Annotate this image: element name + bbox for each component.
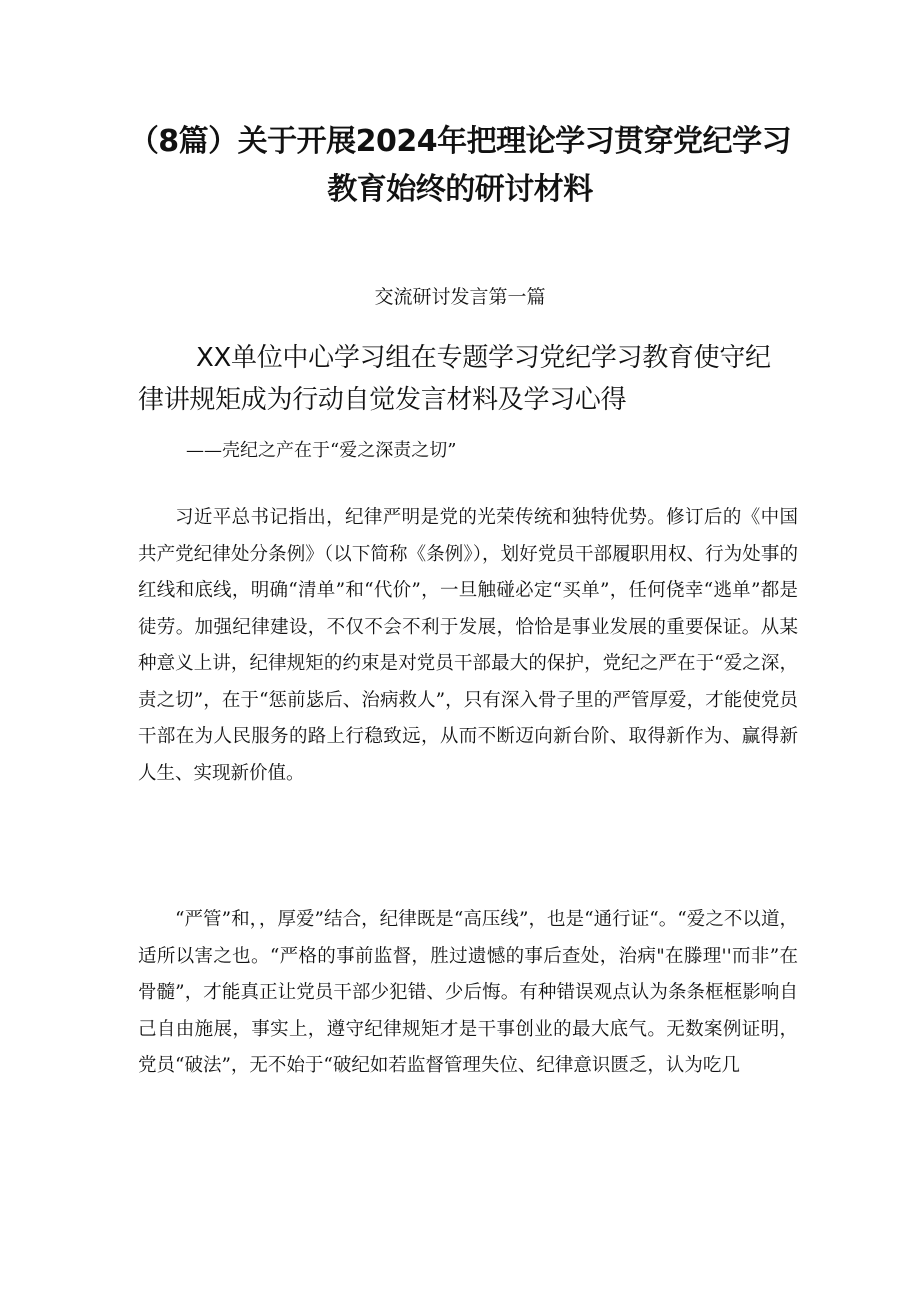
subtitle-line-2: 律讲规矩成为行动自觉发言材料及学习心得 <box>138 385 627 415</box>
document-title-line-2: 教育始终的研讨材料 <box>327 172 593 207</box>
document-title-line-1: （8篇）关于开展2024年把理论学习贯穿党纪学习 <box>128 124 792 159</box>
section-heading: 交流研讨发言第一篇 <box>374 286 546 308</box>
body-paragraph-1: 习近平总书记指出，纪律严明是党的光荣传统和独特优势。修订后的《中国共产党纪律处分条例》（以下简称《条例》），划好党员干部履职用权、行为处事的红线和底线，明确“清单”和“代价”，一旦触碰必定“买单”，任何侥幸“逃单”都是徒劳。加强纪律建设，不仅不会不利于发展，恰恰是事业发展的重要保证。从某种意义上讲，纪律规矩的约束是对党员干部最大的保护，党纪之严在于“爱之深，责之切”，在于“惩前毖后、治病救人”，只有深入骨子里的严管厚爱，才能使党员干部在为人民服务的路上行稳致远，从而不断迈向新台阶、取得新作为、赢得新人生、实现新价值。 <box>138 507 798 784</box>
body-paragraph-2: “严管”和，，厚爱”结合，纪律既是“高压线”，也是“通行证“。“爱之不以道，适所以害之也。“严格的事前监督，胜过遗憾的事后查处，治病"在滕理''而非”在骨髓”，才能真正让党员干部少犯错、少后悔。有种错误观点认为条条框框影响自己自由施展，事实上，遵守纪律规矩才是干事创业的最大底气。无数案例证明，党员“破法”，无不始于“破纪如若监督管理失位、纪律意识匮乏，认为吃几 <box>138 909 798 1076</box>
epigraph: ——壳纪之产在于“爱之深责之切” <box>186 440 457 461</box>
subtitle-line-1: XX单位中心学习组在专题学习党纪学习教育使守纪 <box>196 343 771 373</box>
